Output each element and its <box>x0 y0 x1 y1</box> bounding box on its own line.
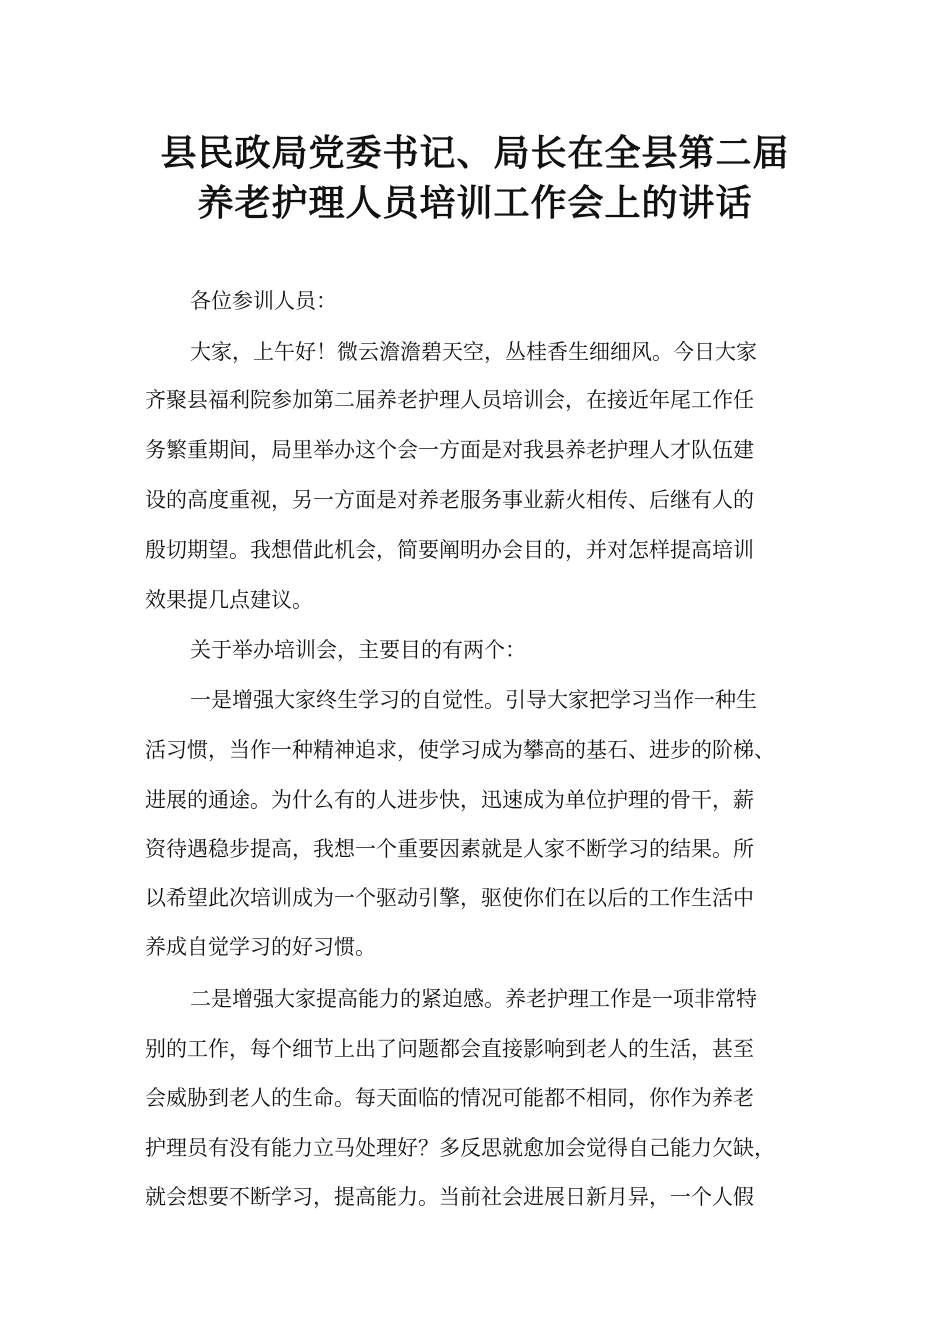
paragraph-line: 就会想要不断学习，提高能力。当前社会进展日新月异，一个人假 <box>145 1185 754 1209</box>
paragraph-line: 活习惯，当作一种精神追求，使学习成为攀高的基石、进步的阶梯、 <box>145 738 775 762</box>
paragraph-line: 会威胁到老人的生命。每天面临的情况可能都不相同，你作为养老 <box>145 1086 754 1110</box>
paragraph-line: 效果提几点建议。 <box>145 588 313 612</box>
document-title-line-2: 养老护理人员培训工作会上的讲话 <box>197 183 753 224</box>
paragraph-line: 一是增强大家终生学习的自觉性。引导大家把学习当作一种生 <box>190 688 757 712</box>
salutation: 各位参训人员： <box>190 289 337 313</box>
paragraph-line: 大家，上午好！微云澹澹碧天空，丛桂香生细细风。今日大家 <box>190 340 757 364</box>
paragraph-line: 资待遇稳步提高，我想一个重要因素就是人家不断学习的结果。所 <box>145 837 754 861</box>
paragraph-line: 设的高度重视，另一方面是对养老服务事业薪火相传、后继有人的 <box>145 488 754 512</box>
paragraph-line: 护理员有没有能力立马处理好？多反思就愈加会觉得自己能力欠缺， <box>145 1136 775 1160</box>
paragraph-line: 殷切期望。我想借此机会，简要阐明办会目的，并对怎样提高培训 <box>145 538 754 562</box>
paragraph-line: 齐聚县福利院参加第二届养老护理人员培训会，在接近年尾工作任 <box>145 388 754 412</box>
document-title-line-1: 县民政局党委书记、局长在全县第二届 <box>160 133 790 174</box>
paragraph-line: 养成自觉学习的好习惯。 <box>145 935 376 959</box>
paragraph-line: 务繁重期间，局里举办这个会一方面是对我县养老护理人才队伍建 <box>145 438 754 462</box>
paragraph-line: 别的工作，每个细节上出了问题都会直接影响到老人的生活，甚至 <box>145 1037 754 1061</box>
paragraph-line: 进展的通途。为什么有的人进步快，迅速成为单位护理的骨干，薪 <box>145 788 754 812</box>
paragraph-line: 以希望此次培训成为一个驱动引擎，驱使你们在以后的工作生活中 <box>145 886 754 910</box>
paragraph-line: 关于举办培训会，主要目的有两个： <box>190 638 526 662</box>
paragraph-line: 二是增强大家提高能力的紧迫感。养老护理工作是一项非常特 <box>190 987 757 1011</box>
